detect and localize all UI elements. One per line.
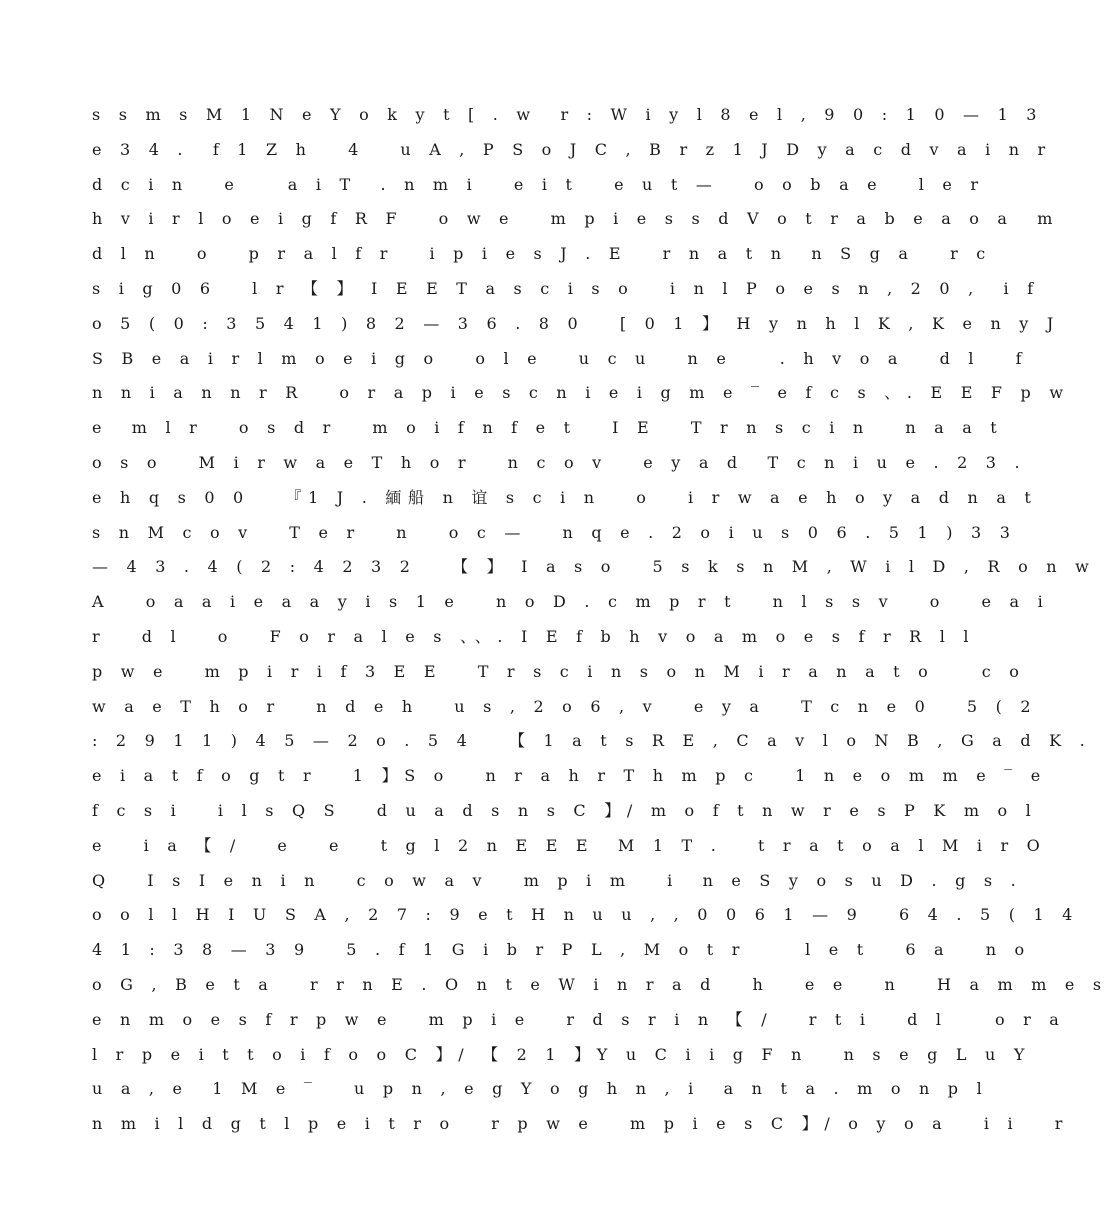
text-line: s s m s M 1 N e Y o k y t [ . w r : W i y l 8 e l , 9 0 : 1 0 — 1 3 [92, 105, 1044, 124]
text-line: A o a a i e a a y i s 1 e n o D . c m p r t n l s s v o e a i [92, 592, 1050, 612]
scrambled-reference-text [92, 98, 1108, 1142]
text-line: o s o M i r w a e T h o r n c o v e y a d T c n i u e . 2 3 . [92, 452, 1027, 472]
text-line: e m l r o s d r m o i f n f e t I E T r n s c i n n a a t [92, 418, 1004, 438]
text-line: o G , B e t a r r n E . O n t e W i n r a d h e e n H a m m e s [92, 974, 1108, 994]
text-line: w a e T h o r n d e h u s , 2 o 6 , v e y a T c n e 0 5 ( 2 [92, 696, 1038, 716]
text-line: : 2 9 1 1 ) 4 5 — 2 o . 5 4 【 1 a t s R E , C a v l o N B , G a d K . [92, 731, 1092, 751]
text-line: e i a t f o g t r 1 】S o n r a h r T h m p c 1 n e o m m e ‾ e [92, 766, 1047, 786]
text-line: S B e a i r l m o e i g o o l e u c u n e . h v o a d l f [92, 348, 1029, 368]
text-line: p w e m p i r i f 3 E E T r s c i n s o n M i r a n a t o c o [92, 661, 1026, 681]
text-line: d c i n e a i T . n m i e i t e u t — o o b a e l e r [92, 174, 985, 194]
text-line: 4 1 : 3 8 — 3 9 5 . f 1 G i b r P L , M o t r l e t 6 a n o [92, 940, 1031, 960]
text-line: n n i a n n r R o r a p i e s c n i e i g m e ‾ e f c s 、. E E F p w [92, 383, 1070, 403]
text-line: h v i r l o e i g f R F o w e m p i e s s d V o t r a b e a o a m [92, 209, 1060, 229]
text-line: n m i l d g t l p e i t r o r p w e m p i e s C 】/ o y o a i i r [92, 1114, 1070, 1134]
text-line: e i a 【 / e e t g l 2 n E E E M 1 T . t r a t o a l M i r O [92, 835, 1047, 855]
text-line: — 4 3 . 4 ( 2 : 4 2 3 2 【 】 I a s o 5 s k s n M , W i l D , R o n w [92, 557, 1096, 577]
text-line: d l n o p r a l f r i p i e s J . E r n a t n n S g a r c [92, 244, 992, 264]
text-line: o o l l H I U S A , 2 7 : 9 e t H n u u , , 0 0 6 1 — 9 6 4 . 5 ( 1 4 [92, 905, 1080, 925]
text-line: o 5 ( 0 : 3 5 4 1 ) 8 2 — 3 6 . 8 0 [ 0 1 】 H y n h l K , K e n y J [92, 313, 1060, 333]
text-line: e n m o e s f r p w e m p i e r d s r i n 【 / r t i d l o r a [92, 1009, 1066, 1029]
text-line: r d l o F o r a l e s 、、. I E f b h v o a m o e s f r R l l [92, 626, 976, 646]
text-line: e 3 4 . f 1 Z h 4 u A , P S o J C , B r z 1 J D y a c d v a i n r [92, 139, 1052, 159]
text-line: u a , e 1 M e ‾ u p n , e g Y o g h n , i a n t a . m o n p l [92, 1079, 989, 1099]
text-line: f c s i i l s Q S d u a d s n s C 】/ m o f t n w r e s P K m o l [92, 800, 1038, 820]
text-line: e h q s 0 0 『1 J . 緬船 n 谊 s c i n o i r w a e h o y a d n a t [92, 487, 1038, 507]
text-line: Q I s I e n i n c o w a v m p i m i n e S y o s u D . g s . [92, 870, 1023, 890]
text-line: s i g 0 6 l r 【 】 I E E T a s c i s o i n l P o e s n , 2 0 , i f [92, 278, 1040, 298]
text-line: s n M c o v T e r n o c — n q e . 2 o i u s 0 6 . 5 1 ) 3 3 [92, 522, 1017, 542]
text-line: l r p e i t t o i f o o C 】/ 【 2 1 】Y u C i i g F n n s e g L u Y [92, 1044, 1032, 1064]
